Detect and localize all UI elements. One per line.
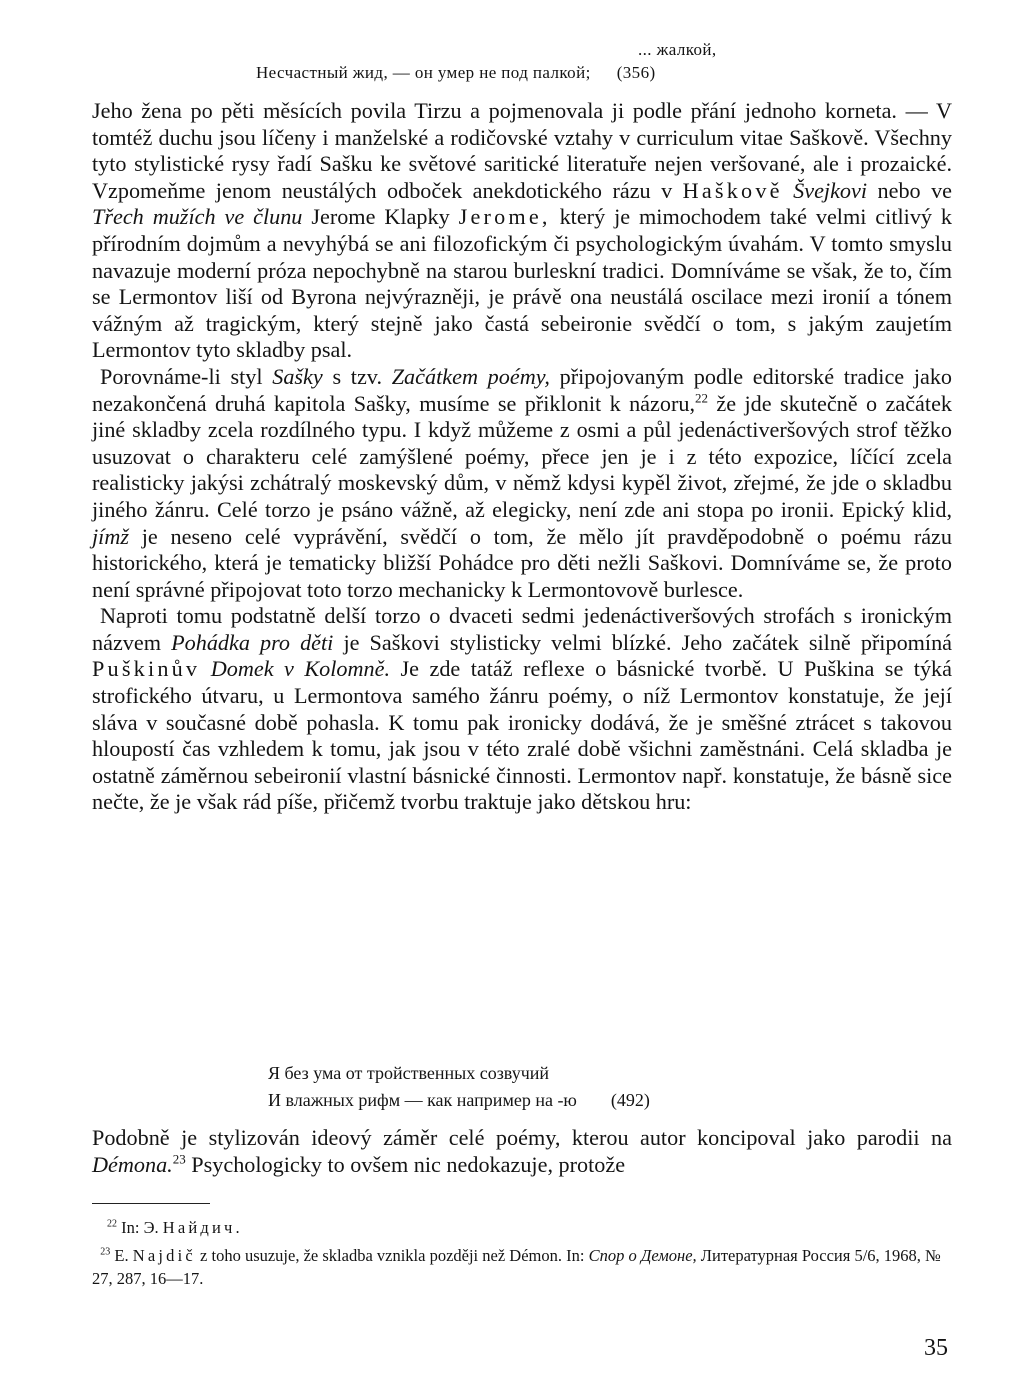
title-zacatkem-poemy: Začátkem poémy, [391,363,550,389]
title-trech-muzich: Třech mužích ve člunu [92,204,303,230]
epigraph-text: Несчастный жид, — он умер не под палкой; [256,63,591,82]
title-demona: Démona. [92,1151,173,1177]
paragraph-4: Podobně je stylizován ideový záměr celé poémy, kterou autor koncipoval jako parodii na Démona.$^{23}$ Psychologicky to ovšem nic nedokazuje, protože [92,1125,952,1177]
title-sasky: Sašky [272,363,323,389]
author-jerome: Jerome, [458,204,551,230]
paragraph-2: Porovnáme-li styl Sašky s tzv. Začátkem poémy, připojovaným podle editorské tradice jako nezakončená druhá kapitola Sašky, musíme se přiklonit k názoru,$^{22}$ že jde skutečně o začátek jiné skladby zcela rozdílného typu. I když můžeme z osmi a půl jedenáctiveršových strof těžko usuzovat o charakteru celé zamýšlené poémy, přece jen je i z této expozice, líčící zcela realisticky jakýsi zchátralý moskevský dům, v němž kdysi kypěl život, zřejmé, že jde o skladbu jiného žánru. Celé torzo je psáno vážně, až elegicky, není zde ani stopa po ironii. Epický klid, jímž je neseno celé vyprávění, svědčí o tom, že mělo jít pravděpodobně o poému rázu historického, která je tematicky bližší Pohádce pro děti nežli Saškovi. Domníváme se, že proto není správné připojovat toto torzo mechanicky k Lermontovově burlesce. [92,363,953,602]
title-domek: Domek v Kolomně. [210,656,391,682]
verse-line-2: И влажных рифм — как например на -ю (492) [268,1090,650,1110]
footnote-ref-23: 23 [172,1151,186,1167]
page-number: 35 [924,1335,948,1361]
footnote-22: $^{22}$ In: Э. Найдич. [107,1218,243,1237]
epigraph-line-2 [256,63,656,83]
title-svejk: Švejkovi [793,177,868,203]
word-jimz: jímž [92,523,129,549]
epigraph-ref: (356) [616,63,656,82]
verse-quote [268,1060,650,1114]
title-pohadka: Pohádka pro děti [171,629,334,655]
epigraph-line-1: ... жалкой, [638,40,717,59]
author-hasek: Haškově [682,177,783,203]
author-puskin: Puškinův [92,656,201,682]
verse-line-1: Я без ума от тройственных созвучий [268,1063,550,1083]
paragraph-1: Jeho žena po pěti měsících povila Tirzu a pojmenovala ji podle přání jednoho korneta. — V tomtéž duchu jsou líčeny i manželské a rodičovské vztahy v curriculum vitae Saškově. Všechny tyto stylistické rysy řadí Sašku ke světové saritické literatuře nejen veršované, ale i prozaické. Vzpomeňme jenom neustálých odboček anekdotického rázu v Haškově Švejkovi nebo ve Třech mužích ve člunu Jerome Klapky Jerome, který je mimochodem také velmi citlivý k přírodním dojmům a nevyhýbá se ani filozofickým či psychologickým úvahám. V tomto smyslu navazuje moderní próza nepochybně na starou burleskní tradici. Domníváme se však, že to, čím se Lermontov liší od Byrona nejvýrazněji, je právě ona neustálá oscilace mezi ironií a tónem vážným až tragickým, který stejně jako častá sebeironie svědčí o tom, s jakým zaujetím Lermontov tyto skladby psal. [92,98,953,363]
footnote-divider [92,1203,210,1204]
paragraph-3: Naproti tomu podstatně delší torzo o dvaceti sedmi jedenáctiveršových strofách s ironickým názvem Pohádka pro děti je Saškovi stylisticky velmi blízké. Jeho začátek silně připomíná Puškinův Domek v Kolomně. Je zde tatáž reflexe o básnické tvorbě. U Puškina se týká strofického útvaru, u Lermontova samého žánru poémy, o níž Lermontov konstatuje, že její sláva v současné době pohasla. K tomu pak ironicky dodává, že je směšné ztrácet s takovou hloupostí čas vzhledem k tomu, jak jsou v této zralé době všichni zaměstnáni. Celá skladba je ostatně záměrnou sebeironií vlastní básnické činnosti. Lermontov např. konstatuje, že básně sice nečte, že je však rád píše, přičemž tvorbu traktuje jako dětskou hru: [92,603,953,815]
footnote-ref-22: 22 [695,390,708,406]
verse-ref: (492) [610,1090,650,1110]
footnote-23: $^{23}$ E. Najdič z toho usuzuje, že skladba vznikla později než Démon. In: Спор о Демоне, Литературная Россия 5/6, 1968, № 27, 287, 16—17. [92,1246,941,1288]
main-text [92,98,952,816]
